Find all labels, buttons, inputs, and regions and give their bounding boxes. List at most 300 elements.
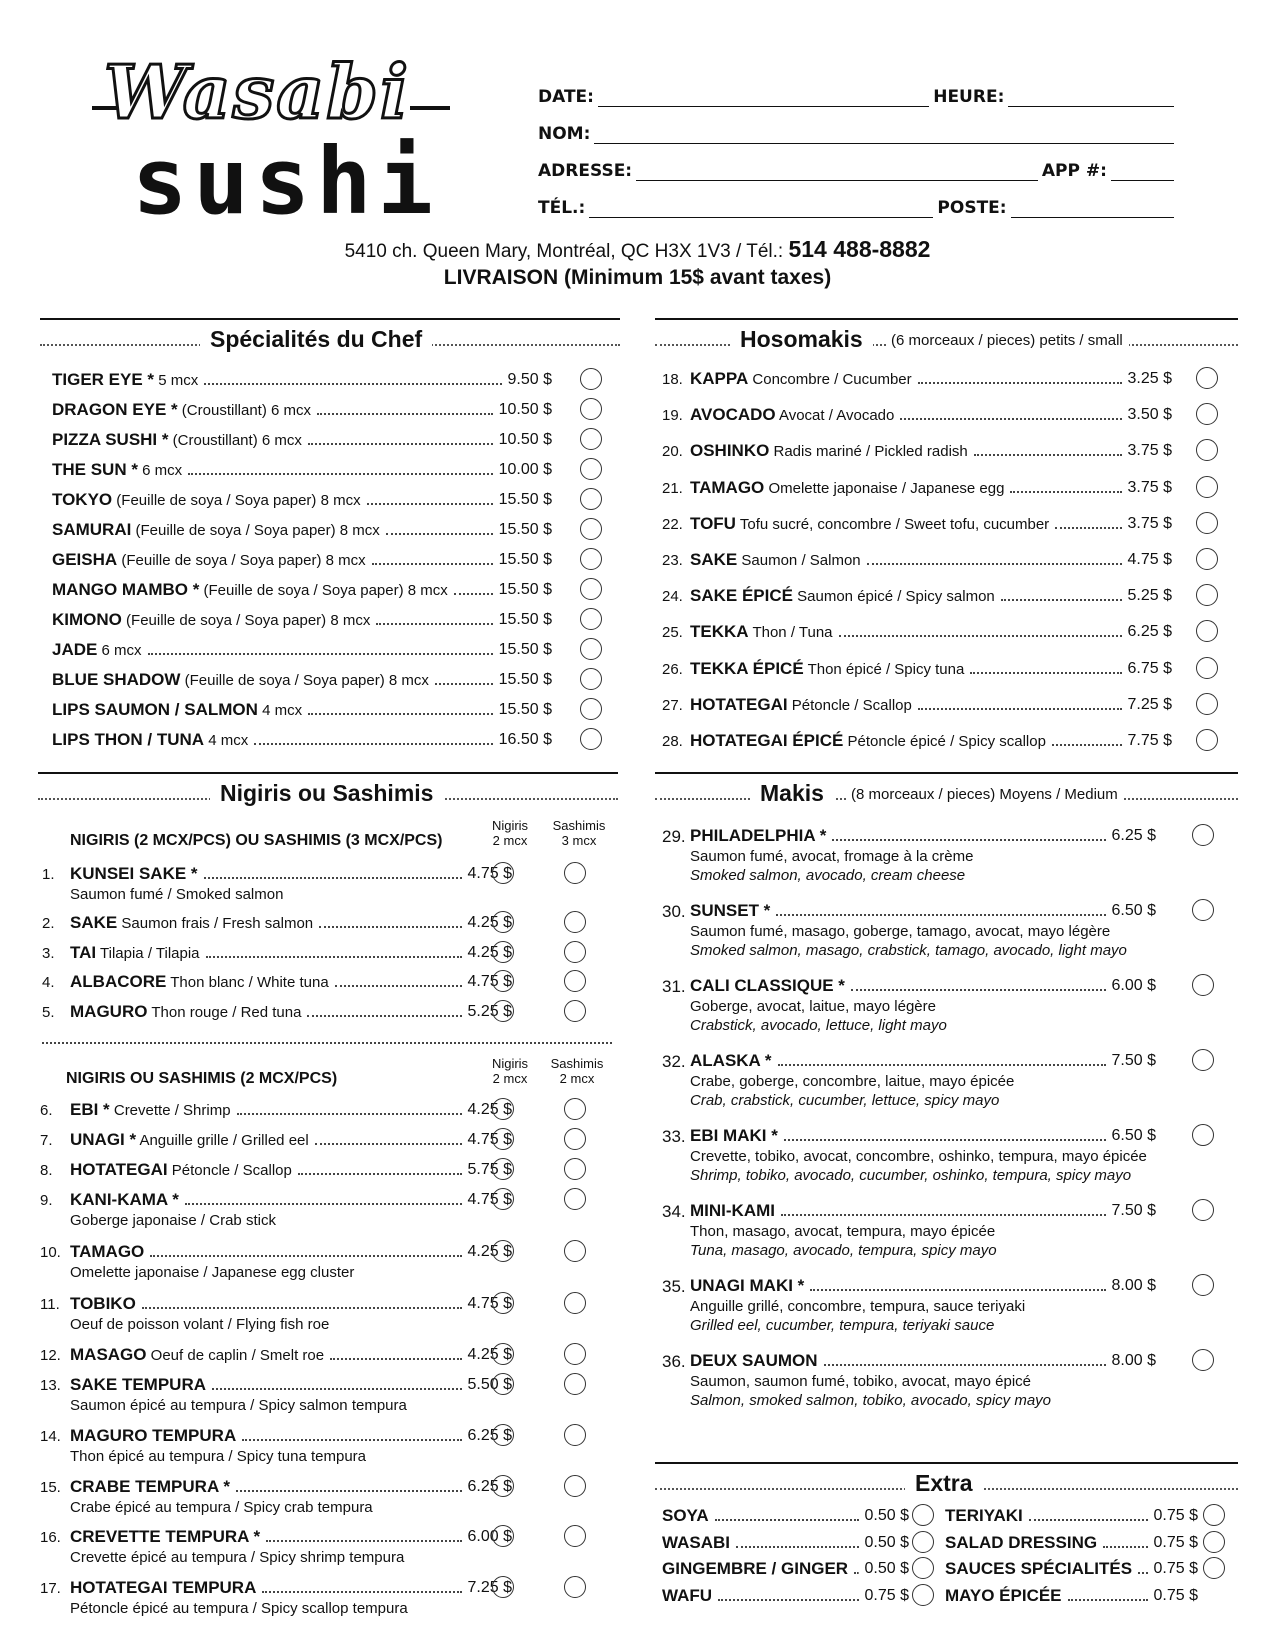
order-checkbox[interactable] — [564, 970, 586, 992]
chef-section-header — [40, 318, 620, 358]
item-price: 6.25 $ — [467, 1427, 512, 1444]
order-checkbox[interactable] — [1196, 367, 1218, 389]
order-checkbox[interactable] — [1196, 439, 1218, 461]
order-checkbox[interactable] — [564, 1158, 586, 1180]
dotted-leader — [308, 443, 493, 445]
item-subtext: Pétoncle épicé au tempura / Spicy scallop tempura — [70, 1600, 408, 1617]
item-subtext: Goberge japonaise / Crab stick — [70, 1212, 276, 1229]
dotted-leader — [308, 713, 493, 715]
item-desc: Tofu sucré, concombre / Sweet tofu, cucumber — [735, 515, 1050, 533]
item-name — [52, 611, 370, 630]
item-subtext: Anguille grillé, concombre, tempura, sauce teriyaki — [690, 1298, 1026, 1315]
order-checkbox[interactable] — [1196, 476, 1218, 498]
item-name — [52, 581, 448, 600]
nigiri-item — [40, 1098, 612, 1126]
item-name — [690, 551, 861, 570]
item-title: MASAGO — [70, 1345, 147, 1364]
item-price: 3.25 $ — [1127, 370, 1172, 387]
order-checkbox[interactable] — [564, 1240, 586, 1262]
chef-item — [52, 458, 612, 486]
order-checkbox[interactable] — [492, 970, 514, 992]
order-checkbox[interactable] — [580, 368, 602, 390]
date-field[interactable] — [598, 87, 929, 107]
order-checkbox[interactable] — [580, 488, 602, 510]
dotted-leader — [148, 653, 493, 655]
dotted-leader — [330, 1358, 462, 1360]
item-price: 15.50 $ — [498, 701, 552, 718]
dotted-leader — [778, 1064, 1106, 1066]
item-title: PHILADELPHIA * — [690, 826, 827, 845]
dotted-leader — [376, 623, 493, 625]
order-checkbox[interactable] — [580, 518, 602, 540]
nigiri-item — [42, 911, 612, 939]
item-price: 5.75 $ — [467, 1161, 512, 1178]
order-checkbox[interactable] — [580, 638, 602, 660]
order-checkbox[interactable] — [1196, 403, 1218, 425]
item-desc: Anguille grille / Grilled eel — [136, 1132, 309, 1149]
item-desc: Crevette / Shrimp — [109, 1102, 231, 1119]
item-desc: (Croustillant) 6 mcx — [168, 432, 302, 449]
item-name — [52, 491, 361, 510]
dotted-leader — [367, 503, 493, 505]
poste-label: POSTE: — [937, 198, 1007, 218]
item-price: 4.75 $ — [467, 1131, 512, 1148]
order-checkbox[interactable] — [1192, 974, 1214, 996]
item-name — [690, 623, 833, 642]
order-checkbox[interactable] — [912, 1584, 934, 1606]
nigiri-item — [40, 1576, 612, 1617]
dotted-leader — [718, 1599, 859, 1601]
makis-title: Makis — [750, 780, 834, 807]
item-number: 3. — [42, 945, 55, 962]
item-number: 6. — [40, 1102, 53, 1119]
item-desc: Thon épicé / Spicy tuna — [803, 660, 965, 678]
order-checkbox[interactable] — [564, 1373, 586, 1395]
order-checkbox[interactable] — [564, 1000, 586, 1022]
item-title: LIPS THON / TUNA — [52, 730, 205, 749]
dotted-leader — [918, 708, 1122, 710]
item-desc: Pétoncle / Scallop — [167, 1162, 292, 1179]
order-checkbox[interactable] — [580, 608, 602, 630]
dotted-leader — [204, 877, 462, 879]
dotted-leader — [386, 533, 493, 535]
item-title: THE SUN * — [52, 460, 138, 479]
order-checkbox[interactable] — [492, 1343, 514, 1365]
dotted-leader — [736, 1546, 859, 1548]
nigiri-item — [40, 1525, 612, 1566]
item-title: BLUE SHADOW — [52, 670, 181, 689]
item-desc: (Feuille de soya / Soya paper) 8 mcx — [131, 522, 380, 539]
item-title: KAPPA — [690, 369, 749, 388]
order-checkbox[interactable] — [1196, 693, 1218, 715]
item-price: 10.50 $ — [498, 401, 552, 418]
order-checkbox[interactable] — [492, 1158, 514, 1180]
chef-item — [52, 608, 612, 636]
hosomaki-item — [662, 657, 1232, 685]
order-checkbox[interactable] — [492, 1128, 514, 1150]
makis-subtitle: (8 morceaux / pieces) Moyens / Medium — [847, 786, 1124, 803]
group2-col-nigiris: Nigiris 2 mcx — [491, 1056, 529, 1086]
item-subtext: Thon, masago, avocat, tempura, mayo épicée — [690, 1223, 996, 1240]
order-checkbox[interactable] — [1192, 899, 1214, 921]
item-title: KANI-KAMA * — [70, 1190, 179, 1209]
extra-item — [662, 1504, 937, 1532]
item-name — [52, 401, 311, 420]
item-title: SAKE — [70, 913, 118, 932]
order-checkbox[interactable] — [492, 941, 514, 963]
order-checkbox[interactable] — [564, 1292, 586, 1314]
item-title: TOFU — [690, 513, 736, 533]
group2-col-sashimis: Sashimis 2 mcx — [550, 1056, 604, 1086]
item-price: 8.00 $ — [1111, 1277, 1156, 1294]
order-checkbox[interactable] — [564, 1188, 586, 1210]
order-checkbox[interactable] — [580, 578, 602, 600]
order-checkbox[interactable] — [1192, 824, 1214, 846]
order-checkbox[interactable] — [492, 911, 514, 933]
item-desc: 5 mcx — [154, 372, 199, 389]
dotted-leader — [242, 1439, 462, 1441]
order-checkbox[interactable] — [580, 728, 602, 750]
item-price: 4.25 $ — [467, 914, 512, 931]
extra-item — [945, 1531, 1230, 1559]
order-checkbox[interactable] — [492, 1475, 514, 1497]
item-name — [52, 431, 302, 450]
order-checkbox[interactable] — [1192, 1124, 1214, 1146]
extra-section-header — [655, 1462, 1238, 1502]
dotted-leader — [372, 563, 493, 565]
item-name — [70, 944, 200, 963]
order-checkbox[interactable] — [564, 1424, 586, 1446]
item-title: EBI MAKI * — [690, 1126, 778, 1145]
item-number: 25. — [662, 624, 683, 642]
item-price: 7.25 $ — [467, 1579, 512, 1596]
dotted-leader — [851, 989, 1106, 991]
item-number: 12. — [40, 1347, 61, 1364]
order-checkbox[interactable] — [912, 1557, 934, 1579]
dotted-leader — [1138, 1572, 1148, 1574]
order-checkbox[interactable] — [492, 1424, 514, 1446]
order-checkbox[interactable] — [1196, 729, 1218, 751]
order-checkbox[interactable] — [564, 1525, 586, 1547]
order-checkbox[interactable] — [564, 941, 586, 963]
order-checkbox[interactable] — [1196, 620, 1218, 642]
item-name — [690, 660, 964, 679]
order-checkbox[interactable] — [580, 398, 602, 420]
item-title: GINGEMBRE / GINGER — [662, 1559, 849, 1578]
item-name — [690, 587, 995, 606]
item-price: 3.75 $ — [1127, 442, 1172, 460]
dotted-leader — [918, 382, 1122, 384]
item-number: 29. — [662, 827, 686, 846]
extra-title: Extra — [905, 1470, 983, 1497]
item-subtext: Grilled eel, cucumber, tempura, teriyaki sauce — [690, 1317, 995, 1334]
item-name — [662, 1507, 709, 1526]
chef-item — [52, 488, 612, 516]
item-title: HOTATEGAI — [70, 1160, 168, 1179]
nigiri-item — [42, 970, 612, 998]
dotted-leader — [715, 1519, 859, 1521]
item-price: 4.75 $ — [467, 973, 512, 990]
order-checkbox[interactable] — [1192, 1349, 1214, 1371]
order-checkbox[interactable] — [564, 1576, 586, 1598]
maki-item — [662, 1274, 1232, 1334]
heure-field[interactable] — [1008, 87, 1174, 107]
dotted-leader — [315, 1143, 462, 1145]
item-number: 7. — [40, 1132, 53, 1149]
adresse-field[interactable] — [636, 161, 1038, 181]
chef-item — [52, 518, 612, 546]
item-price: 6.25 $ — [467, 1478, 512, 1495]
nigiris-divider — [42, 1042, 612, 1044]
nigiri-item — [42, 862, 612, 903]
item-title: TOKYO — [52, 490, 113, 509]
order-checkbox[interactable] — [1192, 1199, 1214, 1221]
nigiri-item — [40, 1292, 612, 1333]
order-checkbox[interactable] — [1196, 512, 1218, 534]
item-title: LIPS SAUMON / SALMON — [52, 700, 258, 719]
maki-item — [662, 974, 1232, 1034]
item-title: SAKE TEMPURA — [70, 1375, 207, 1394]
order-checkbox[interactable] — [1196, 548, 1218, 570]
item-title: JADE — [52, 640, 98, 659]
item-title: MINI-KAMI — [690, 1201, 775, 1220]
dotted-leader — [1001, 599, 1122, 601]
item-price: 15.50 $ — [498, 611, 552, 628]
order-checkbox[interactable] — [912, 1504, 934, 1526]
item-subtext: Goberge, avocat, laitue, mayo légère — [690, 998, 936, 1015]
order-checkbox[interactable] — [1203, 1531, 1225, 1553]
group1-col-nigiris: Nigiris 2 mcx — [491, 818, 529, 848]
item-subtext: Crabe épicé au tempura / Spicy crab tempura — [70, 1499, 373, 1516]
dotted-leader — [212, 1388, 462, 1390]
item-title: CALI CLASSIQUE * — [690, 976, 845, 995]
item-number: 36. — [662, 1352, 686, 1371]
order-checkbox[interactable] — [492, 1525, 514, 1547]
order-checkbox[interactable] — [580, 428, 602, 450]
dotted-leader — [317, 413, 493, 415]
dotted-leader — [254, 743, 493, 745]
order-checkbox[interactable] — [564, 862, 586, 884]
dotted-leader — [854, 1572, 859, 1574]
item-title: CRABE TEMPURA * — [70, 1477, 230, 1496]
item-number: 4. — [42, 974, 55, 991]
item-number: 16. — [40, 1529, 61, 1546]
order-checkbox[interactable] — [580, 668, 602, 690]
item-title: SAMURAI — [52, 520, 132, 539]
item-number: 35. — [662, 1277, 686, 1296]
order-checkbox[interactable] — [564, 1128, 586, 1150]
dotted-leader — [266, 1540, 462, 1542]
item-name — [70, 1528, 260, 1547]
item-subtext: Crevette épicé au tempura / Spicy shrimp tempura — [70, 1549, 405, 1566]
order-checkbox[interactable] — [492, 1188, 514, 1210]
makis-section-header — [655, 772, 1238, 812]
item-desc: 6 mcx — [97, 642, 142, 659]
item-name — [52, 701, 302, 720]
item-price: 4.75 $ — [1127, 551, 1172, 568]
item-name — [70, 1191, 179, 1210]
delivery-note: LIVRAISON (Minimum 15$ avant taxes) — [443, 266, 832, 289]
item-desc: Pétoncle épicé / Spicy scallop — [843, 733, 1046, 750]
item-price: 5.50 $ — [467, 1376, 512, 1393]
order-checkbox[interactable] — [492, 1292, 514, 1314]
item-name — [690, 442, 968, 461]
item-desc: Omelette japonaise / Japanese egg — [764, 479, 1005, 497]
dotted-leader — [900, 418, 1122, 420]
item-subtext: Smoked salmon, avocado, cream cheese — [690, 867, 966, 884]
item-name — [690, 1202, 775, 1221]
item-name — [70, 1161, 292, 1180]
order-checkbox[interactable] — [1196, 657, 1218, 679]
item-name — [690, 827, 826, 846]
item-price: 7.75 $ — [1127, 732, 1172, 749]
item-price: 10.50 $ — [498, 431, 552, 448]
dotted-leader — [776, 914, 1106, 916]
item-number: 10. — [40, 1244, 61, 1261]
item-name — [70, 1376, 206, 1395]
order-checkbox[interactable] — [1192, 1049, 1214, 1071]
nigiri-item — [40, 1128, 612, 1156]
dotted-leader — [204, 383, 502, 385]
item-number: 24. — [662, 588, 683, 606]
hosomakis-title: Hosomakis — [730, 326, 873, 353]
order-checkbox[interactable] — [492, 1576, 514, 1598]
dotted-leader — [319, 926, 462, 928]
item-title: SALAD DRESSING — [945, 1532, 1098, 1552]
dotted-leader — [974, 454, 1122, 456]
item-price: 5.25 $ — [1127, 587, 1172, 605]
order-checkbox[interactable] — [564, 1343, 586, 1365]
item-name — [70, 1579, 256, 1598]
dotted-leader — [237, 1113, 462, 1115]
order-checkbox[interactable] — [1203, 1557, 1225, 1579]
dotted-leader — [1068, 1599, 1148, 1601]
nigiri-item — [42, 1000, 612, 1028]
item-title: KIMONO — [52, 610, 122, 629]
order-checkbox[interactable] — [580, 458, 602, 480]
item-title: SOYA — [662, 1506, 709, 1525]
item-title: TEKKA — [690, 622, 749, 642]
item-price: 10.00 $ — [498, 461, 552, 478]
item-price: 0.75 $ — [1153, 1586, 1198, 1604]
order-checkbox[interactable] — [1192, 1274, 1214, 1296]
dotted-leader — [970, 672, 1122, 674]
item-subtext: Crabe, goberge, concombre, laitue, mayo épicée — [690, 1073, 1015, 1090]
hosomaki-item — [662, 403, 1232, 431]
item-number: 33. — [662, 1127, 686, 1146]
item-price: 6.50 $ — [1111, 1127, 1156, 1144]
dotted-leader — [188, 473, 493, 475]
hosomaki-item — [662, 439, 1232, 467]
app-field[interactable] — [1111, 161, 1174, 181]
item-price: 3.75 $ — [1127, 514, 1172, 532]
chef-item — [52, 398, 612, 426]
item-number: 5. — [42, 1004, 55, 1021]
chef-item — [52, 668, 612, 696]
chef-item — [52, 698, 612, 726]
item-desc: Concombre / Cucumber — [748, 371, 912, 388]
item-number: 28. — [662, 733, 683, 750]
maki-item — [662, 1199, 1232, 1259]
item-name — [70, 1101, 231, 1120]
dotted-leader — [784, 1139, 1106, 1141]
order-checkbox[interactable] — [580, 698, 602, 720]
order-checkbox[interactable] — [564, 1098, 586, 1120]
order-checkbox[interactable] — [492, 1373, 514, 1395]
item-number: 14. — [40, 1428, 61, 1445]
item-price: 0.75 $ — [864, 1586, 909, 1604]
nigiri-item — [40, 1475, 612, 1516]
item-desc: (Feuille de soya / Soya paper) 8 mcx — [199, 582, 448, 599]
item-number: 30. — [662, 902, 686, 921]
poste-field[interactable] — [1011, 198, 1174, 218]
hosomaki-item — [662, 620, 1232, 648]
item-name — [70, 1131, 309, 1150]
item-subtext: Crevette, tobiko, avocat, concombre, oshinko, tempura, mayo épicée — [690, 1148, 1147, 1165]
order-checkbox[interactable] — [492, 1098, 514, 1120]
item-number: 19. — [662, 407, 683, 425]
chef-item — [52, 368, 612, 396]
item-price: 16.50 $ — [498, 731, 552, 748]
item-price: 6.25 $ — [1111, 827, 1156, 844]
chef-item — [52, 728, 612, 756]
order-checkbox[interactable] — [492, 862, 514, 884]
dotted-leader — [781, 1214, 1106, 1216]
dotted-leader — [867, 563, 1122, 565]
item-name — [690, 732, 1046, 751]
tel-label: TÉL.: — [538, 198, 586, 218]
nigiri-item — [42, 941, 612, 969]
nigiri-item — [40, 1188, 612, 1229]
chef-item — [52, 428, 612, 456]
item-price: 6.00 $ — [1111, 977, 1156, 994]
nigiri-item — [40, 1158, 612, 1186]
order-checkbox[interactable] — [1196, 584, 1218, 606]
chef-item — [52, 548, 612, 576]
item-name — [70, 1478, 230, 1497]
item-desc: Thon blanc / White tuna — [166, 974, 329, 991]
item-desc: 4 mcx — [257, 702, 303, 719]
item-title: MAGURO — [70, 1002, 148, 1021]
order-checkbox[interactable] — [564, 1475, 586, 1497]
item-desc: Avocat / Avocado — [775, 407, 895, 425]
item-price: 0.50 $ — [864, 1560, 909, 1577]
item-desc: 4 mcx — [204, 732, 249, 749]
hosomakis-section-header — [655, 318, 1238, 358]
nom-field[interactable] — [594, 124, 1174, 144]
item-price: 15.50 $ — [498, 641, 552, 658]
extra-item — [945, 1504, 1230, 1532]
chef-item — [52, 578, 612, 606]
tel-field[interactable] — [589, 198, 933, 218]
order-checkbox[interactable] — [912, 1531, 934, 1553]
order-checkbox[interactable] — [564, 911, 586, 933]
item-name — [70, 1427, 236, 1446]
dotted-leader — [1055, 527, 1122, 529]
order-checkbox[interactable] — [580, 548, 602, 570]
item-desc: (Feuille de soya / Soya paper) 8 mcx — [112, 492, 361, 509]
dotted-leader — [142, 1307, 462, 1309]
item-number: 23. — [662, 552, 683, 569]
order-checkbox[interactable] — [492, 1240, 514, 1262]
maki-item — [662, 824, 1232, 884]
order-checkbox[interactable] — [492, 1000, 514, 1022]
dotted-leader — [824, 1364, 1106, 1366]
item-price: 4.25 $ — [467, 1101, 512, 1118]
order-checkbox[interactable] — [1203, 1504, 1225, 1526]
item-title: HOTATEGAI TEMPURA — [70, 1578, 257, 1597]
item-subtext: Crab, crabstick, cucumber, lettuce, spicy mayo — [690, 1092, 1000, 1109]
